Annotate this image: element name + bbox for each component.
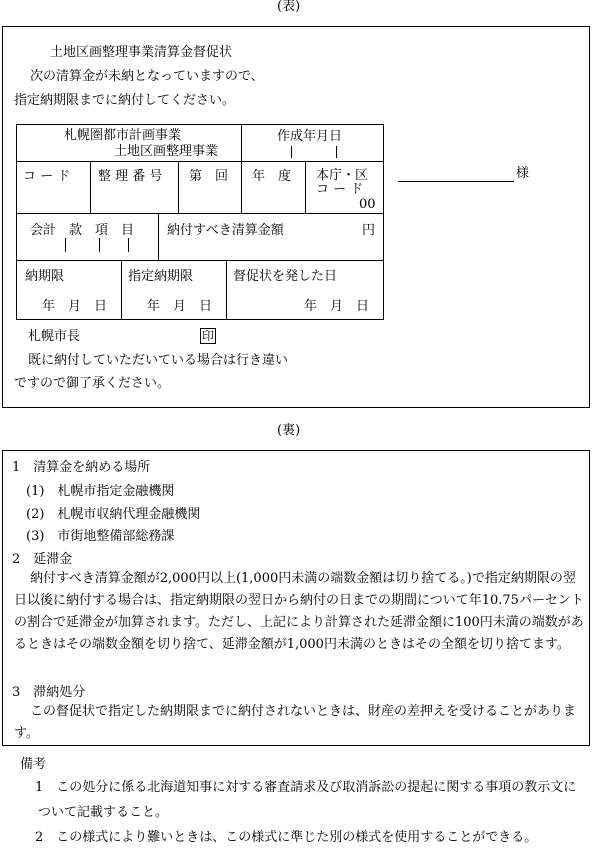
section3-body: この督促状で指定した納期限までに納付されないときは、財産の差押えを受けることがあります。 xyxy=(14,704,577,741)
front-heading: (表) xyxy=(277,0,301,14)
section2-title: 2 延滞金 xyxy=(12,552,73,567)
section1-title: 1 清算金を納める場所 xyxy=(12,460,151,475)
round-label: 第 回 xyxy=(189,169,229,184)
table-hline-1 xyxy=(16,161,384,162)
issued-date-label: 督促状を発した日 xyxy=(233,269,338,284)
account-tick-2 xyxy=(99,238,100,252)
table-vline-r1 xyxy=(241,124,242,161)
table-vline-r4a xyxy=(121,260,122,320)
project-name-line2: 土地区画整理事業 xyxy=(114,144,219,159)
table-vline-r2a xyxy=(90,161,91,213)
office-code-value: 00 xyxy=(359,197,376,212)
table-vline-r2c xyxy=(241,161,242,213)
table-vline-r2b xyxy=(178,161,179,213)
notice-intro-line1: 次の清算金が未納となっていますので、 xyxy=(30,69,264,84)
notice-intro-line2: 指定納期限までに納付してください。 xyxy=(14,93,236,108)
date-tick-1 xyxy=(291,146,292,158)
remarks-item1: 1 この処分に係る北海道知事に対する審査請求及び取消訴訟の提起に関する事項の教示文について記載すること。 xyxy=(35,780,577,820)
section1-item2: (2) 札幌市収納代理金融機関 xyxy=(26,507,201,522)
section3-title: 3 滞納処分 xyxy=(12,685,86,700)
back-heading: (裏) xyxy=(277,423,301,438)
due-date-ymd: 年 月 日 xyxy=(42,299,108,314)
remarks-title: 備考 xyxy=(20,757,47,772)
table-vline-r4b xyxy=(226,260,227,320)
official-seal: 印 xyxy=(202,329,215,343)
project-name-line1: 札幌圏都市計画事業 xyxy=(64,128,182,143)
office-label-line1: 本庁・区 xyxy=(316,168,369,183)
section2-body: 納付すべき清算金額が2,000円以上(1,000円未満の端数金額は切り捨てる。)で指定納期限の翌日以後に納付する場合は、指定納期限の翌日から納付の日までの期間について年10.75パーセントの割合で延滞金が加算されます。ただし、上記により計算された延滞金額に100円未満の端数があるときはその端数金額を切り捨て、延滞金額が1,000円未満のときはその全額を切り捨てます。 xyxy=(14,571,584,652)
notice-note-line1: 既に納付していただいている場合は行き違い xyxy=(28,353,289,368)
fiscal-year-label: 年 度 xyxy=(252,169,292,184)
reference-number-label: 整 理 番 号 xyxy=(98,169,163,184)
addressee-suffix: 様 xyxy=(516,166,530,181)
table-hline-3 xyxy=(16,260,384,261)
due-date-label: 納期限 xyxy=(25,269,65,284)
section1-item3: (3) 市街地整備部総務課 xyxy=(26,529,175,544)
table-vline-r2d xyxy=(305,161,306,213)
table-vline-r3 xyxy=(158,213,159,260)
account-tick-1 xyxy=(65,238,66,252)
code-label: コ ー ド xyxy=(23,169,71,184)
account-label: 会計 款 項 目 xyxy=(30,223,135,238)
date-tick-2 xyxy=(336,146,337,158)
table-hline-2 xyxy=(16,213,384,214)
notice-title: 土地区画整理事業清算金督促状 xyxy=(50,45,233,60)
created-date-label: 作成年月日 xyxy=(277,129,343,144)
office-label-line2: コ ー ド xyxy=(316,182,364,197)
account-tick-3 xyxy=(128,238,129,252)
amount-yen-unit: 円 xyxy=(362,223,376,238)
designated-due-date-label: 指定納期限 xyxy=(128,269,194,284)
section1-item1: (1) 札幌市指定金融機関 xyxy=(26,484,175,499)
notice-note-line2: ですので御了承ください。 xyxy=(14,376,171,391)
addressee-underline xyxy=(398,181,514,182)
remarks-item2: 2 この様式により難いときは、この様式に準じた別の様式を使用することができる。 xyxy=(35,830,538,845)
amount-label: 納付すべき清算金額 xyxy=(167,223,284,238)
issued-date-ymd: 年 月 日 xyxy=(304,299,370,314)
designated-due-date-ymd: 年 月 日 xyxy=(147,299,213,314)
issuer-mayor: 札幌市長 xyxy=(28,329,81,344)
